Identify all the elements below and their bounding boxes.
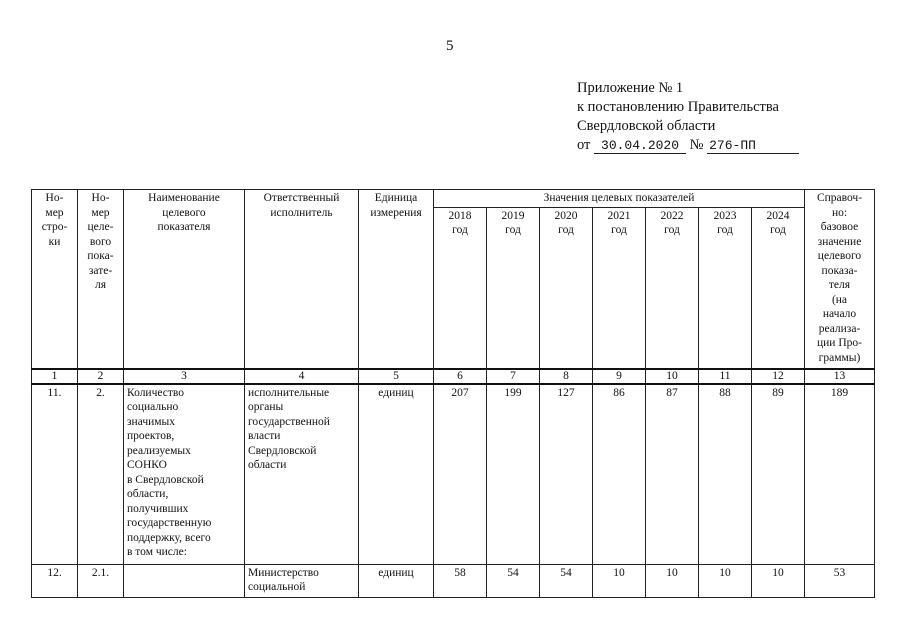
cell-value-2020: 54 bbox=[540, 564, 593, 597]
header-year-2020: 2020 год bbox=[540, 207, 593, 369]
cell-indicator-name: Количество социально значимых проектов, реализуемых СОНКО в Свердловской области, получивших государственную поддержку, всего в том числе: bbox=[124, 384, 245, 565]
annex-line-2: к постановлению Правительства bbox=[577, 99, 779, 115]
header-year-2018: 2018 год bbox=[434, 207, 487, 369]
table-row bbox=[32, 564, 875, 597]
column-number: 13 bbox=[805, 369, 875, 384]
column-numbers-row bbox=[32, 369, 875, 384]
header-year-2024: 2024 год bbox=[752, 207, 805, 369]
cell-value-2018: 58 bbox=[434, 564, 487, 597]
header-indicator-number: Но- мер целе- вого пока- зате- ля bbox=[78, 190, 124, 369]
page-number: 5 bbox=[446, 38, 454, 54]
cell-value-2018: 207 bbox=[434, 384, 487, 565]
cell-indicator-number: 2.1. bbox=[78, 564, 124, 597]
cell-value-2019: 54 bbox=[487, 564, 540, 597]
annex-date-line bbox=[577, 136, 799, 155]
annex-number: 276-ПП bbox=[707, 139, 799, 154]
cell-executor: Министерство социальной bbox=[248, 566, 319, 593]
cell-executor-wrap bbox=[245, 564, 359, 597]
header-reference: Справоч- но: базовое значение целевого показа- теля (на начало реализа- ции Про- граммы) bbox=[805, 190, 875, 369]
column-number: 2 bbox=[78, 369, 124, 384]
annex-number-label: № bbox=[689, 137, 704, 153]
column-number: 8 bbox=[540, 369, 593, 384]
column-number: 7 bbox=[487, 369, 540, 384]
cell-indicator-number: 2. bbox=[78, 384, 124, 565]
indicators-table bbox=[31, 189, 875, 598]
header-year-2019: 2019 год bbox=[487, 207, 540, 369]
cell-value-2022: 10 bbox=[646, 564, 699, 597]
cell-value-2023: 10 bbox=[699, 564, 752, 597]
header-values-group: Значения целевых показателей bbox=[434, 190, 805, 208]
cell-value-2024: 10 bbox=[752, 564, 805, 597]
column-number: 4 bbox=[245, 369, 359, 384]
cell-value-2024: 89 bbox=[752, 384, 805, 565]
column-number: 10 bbox=[646, 369, 699, 384]
header-row-number: Но- мер стро- ки bbox=[32, 190, 78, 369]
cell-row-number: 11. bbox=[32, 384, 78, 565]
annex-header bbox=[577, 79, 799, 155]
column-number: 9 bbox=[593, 369, 646, 384]
header-row-group bbox=[32, 190, 875, 208]
column-number: 3 bbox=[124, 369, 245, 384]
cell-value-2021: 86 bbox=[593, 384, 646, 565]
annex-date: 30.04.2020 bbox=[594, 139, 686, 154]
header-year-2022: 2022 год bbox=[646, 207, 699, 369]
header-indicator-name: Наименование целевого показателя bbox=[124, 190, 245, 369]
cell-value-2020: 127 bbox=[540, 384, 593, 565]
cell-value-2021: 10 bbox=[593, 564, 646, 597]
cell-value-2023: 88 bbox=[699, 384, 752, 565]
cell-unit: единиц bbox=[359, 564, 434, 597]
annex-from-label: от bbox=[577, 137, 591, 153]
cell-reference: 53 bbox=[805, 564, 875, 597]
column-number: 1 bbox=[32, 369, 78, 384]
cell-unit: единиц bbox=[359, 384, 434, 565]
header-unit: Единица измерения bbox=[359, 190, 434, 369]
header-year-2023: 2023 год bbox=[699, 207, 752, 369]
table-row bbox=[32, 384, 875, 565]
annex-title: Приложение № 1 bbox=[577, 80, 684, 96]
column-number: 12 bbox=[752, 369, 805, 384]
cell-reference: 189 bbox=[805, 384, 875, 565]
column-number: 11 bbox=[699, 369, 752, 384]
cell-row-number: 12. bbox=[32, 564, 78, 597]
cell-value-2022: 87 bbox=[646, 384, 699, 565]
cell-indicator-name bbox=[124, 564, 245, 597]
annex-line-3: Свердловской области bbox=[577, 118, 716, 134]
cell-value-2019: 199 bbox=[487, 384, 540, 565]
header-year-2021: 2021 год bbox=[593, 207, 646, 369]
header-executor: Ответственный исполнитель bbox=[245, 190, 359, 369]
column-number: 5 bbox=[359, 369, 434, 384]
column-number: 6 bbox=[434, 369, 487, 384]
cell-executor: исполнительные органы государственной власти Свердловской области bbox=[245, 384, 359, 565]
